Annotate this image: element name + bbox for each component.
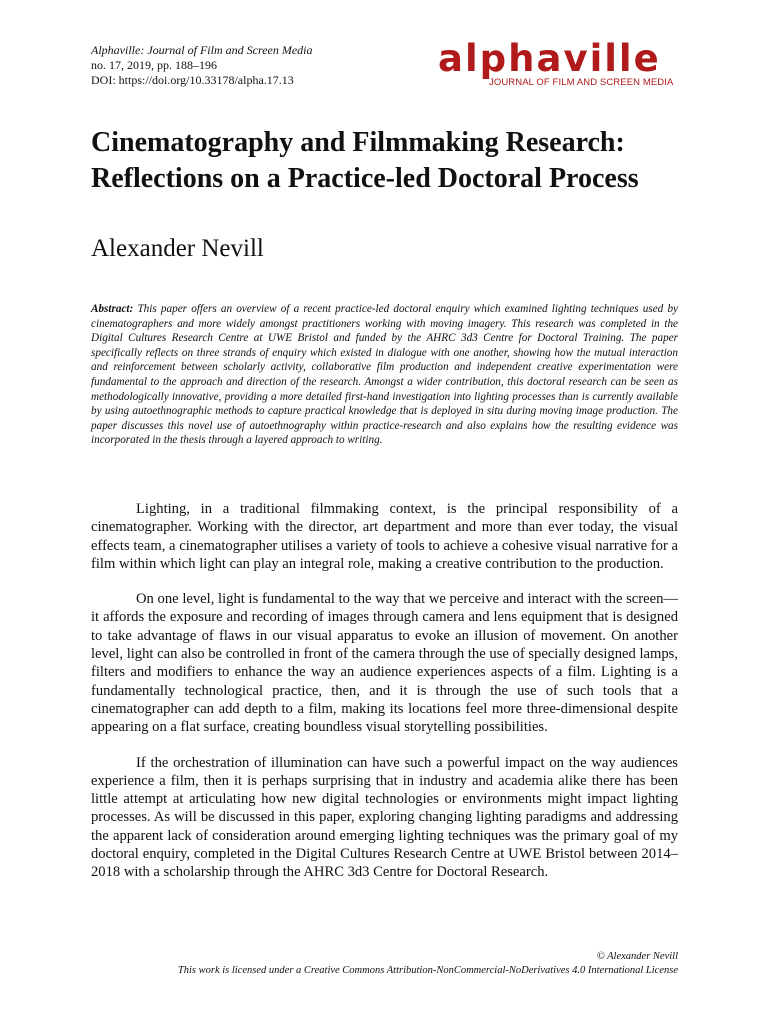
copyright-notice: © Alexander Nevill <box>596 951 678 962</box>
article-author: Alexander Nevill <box>91 235 264 262</box>
article-body <box>91 500 678 899</box>
abstract-label: Abstract: <box>91 303 134 315</box>
alphaville-logo <box>438 37 683 90</box>
article-title: Cinematography and Filmmaking Research: Reflections on a Practice-led Doctoral Process <box>91 127 639 194</box>
abstract-text: This paper offers an overview of a recent practice-led doctoral enquiry which examined lighting techniques used by cinematographers and more widely amongst practitioners working with moving imagery. This research was completed in the Digital Cultures Research Centre at UWE Bristol and funded by the AHRC 3d3 Centre for Doctoral Training. The paper specifically reflects on three strands of enquiry which existed in dialogue with one another, showing how the mutual interaction and reinforcement between scholarly activity, collaborative film production and independent creative experimentation were fundamental to the approach and direction of the research. Amongst a wider contribution, this doctoral research can be seen as methodologically innovative, providing a more detailed first-hand investigation into lighting processes than is currently available by using autoethnographic methods to capture practical knowledge that is deployed in situ during moving image production. The paper discusses this novel use of autoethnography within practice-research and also explains how the resulting evidence was incorporated in the thesis through a layered approach to writing. <box>91 303 679 447</box>
body-paragraph-2: On one level, light is fundamental to the way that we perceive and interact with the screen—it affords the exposure and recording of images through camera and lens equipment that is designed to take advantage of flaws in our visual apparatus to evoke an illusion of movement. On another level, light can also be controlled in front of the camera through the use of specially designed lamps, filters and modifiers to enhance the way an audience experiences aspects of a film. Lighting is a fundamentally technological practice, then, and it is through the use of such tools that a cinematographer can add depth to a film, making its locations feel more three-dimensional despite appearing on a flat surface, creating boundless visual storytelling possibilities. <box>91 591 678 736</box>
abstract <box>91 302 678 448</box>
license-notice[interactable]: This work is licensed under a Creative Commons Attribution-NonCommercial-NoDerivatives 4.0 International License <box>177 965 678 976</box>
license-footer <box>178 950 678 978</box>
logo-wordmark: alphaville <box>438 37 661 80</box>
body-paragraph-1: Lighting, in a traditional filmmaking context, is the principal responsibility of a cinematographer. Working with the director, art department and more than ever today, the visual effects team, a cinematographer utilises a variety of tools to achieve a cohesive visual narrative for a film within which light can play an integral role, making a creative contribution to the production. <box>91 501 678 572</box>
doi-link[interactable]: DOI: https://doi.org/10.33178/alpha.17.13 <box>91 73 294 87</box>
issue-info: no. 17, 2019, pp. 188–196 <box>91 58 217 72</box>
logo-subtitle: JOURNAL OF FILM AND SCREEN MEDIA <box>489 77 674 88</box>
body-paragraph-3: If the orchestration of illumination can have such a powerful impact on the way audiences experience a film, then it is perhaps surprising that in industry and academia alike there has been little attempt at articulating how new digital technologies or environments might impact lighting processes. As will be discussed in this paper, exploring changing lighting paradigms and addressing the apparent lack of consideration around emerging lighting techniques was the primary goal of my doctoral enquiry, completed in the Digital Cultures Research Centre at UWE Bristol between 2014–2018 with a scholarship through the AHRC 3d3 Centre for Doctoral Research. <box>91 754 678 881</box>
journal-name: Alphaville: Journal of Film and Screen Media <box>91 43 313 57</box>
journal-meta <box>91 43 313 88</box>
